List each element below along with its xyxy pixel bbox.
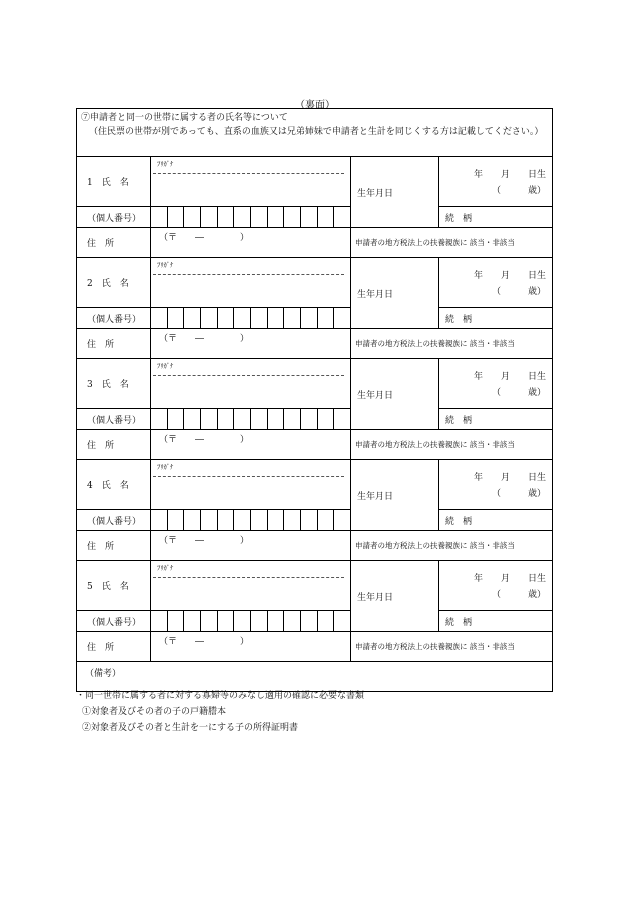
digit-box[interactable] xyxy=(300,510,317,530)
digit-box[interactable] xyxy=(250,409,267,429)
digit-box[interactable] xyxy=(283,510,300,530)
digit-box[interactable] xyxy=(200,308,217,328)
age-format: （ 歳） xyxy=(492,590,547,600)
notes-item: ②対象者及びその者と生計を一にする子の所得証明書 xyxy=(82,723,299,733)
address-field[interactable] xyxy=(151,228,351,258)
birth-date-field[interactable] xyxy=(439,258,553,308)
name-field[interactable] xyxy=(151,460,351,510)
age-format: （ 歳） xyxy=(492,388,547,398)
section-note: （住民票の世帯が別であっても、直系の血族又は兄弟姉妹で申請者と生計を同じくする方は記載してください。） xyxy=(89,127,544,137)
member-address-row xyxy=(77,430,553,460)
furigana-line xyxy=(153,577,344,578)
member-address-row xyxy=(77,632,553,662)
digit-box[interactable] xyxy=(200,409,217,429)
name-label: 1 氏 名 xyxy=(77,157,151,207)
age-format: （ 歳） xyxy=(492,489,547,499)
my-number-field[interactable] xyxy=(151,207,351,228)
digit-box[interactable] xyxy=(317,611,334,631)
digit-box[interactable] xyxy=(233,510,250,530)
birth-date-field[interactable] xyxy=(439,359,553,409)
name-field[interactable] xyxy=(151,258,351,308)
birth-date-field[interactable] xyxy=(439,157,553,207)
member-address-row xyxy=(77,531,553,561)
dependent-status[interactable]: 申請者の地方税法上の扶養親族に 該当・非該当 xyxy=(351,430,553,460)
birth-format: 年 月 日生 xyxy=(474,372,547,382)
intro-row xyxy=(77,109,553,157)
my-number-field[interactable] xyxy=(151,611,351,632)
digit-box[interactable] xyxy=(217,207,234,227)
birth-format: 年 月 日生 xyxy=(474,170,547,180)
required-documents-note xyxy=(76,688,364,736)
digit-box[interactable] xyxy=(183,611,200,631)
digit-box[interactable] xyxy=(151,409,167,429)
age-format: （ 歳） xyxy=(492,287,547,297)
my-number-label: （個人番号） xyxy=(77,409,151,430)
digit-box[interactable] xyxy=(333,308,350,328)
member-name-row xyxy=(77,561,553,611)
dependent-status[interactable]: 申請者の地方税法上の扶養親族に 該当・非該当 xyxy=(351,228,553,258)
digit-box[interactable] xyxy=(283,308,300,328)
furigana-line xyxy=(153,274,344,275)
postal-code-label: （〒 ― ） xyxy=(159,334,250,344)
member-name-row xyxy=(77,157,553,207)
relationship-label: 続 柄 xyxy=(439,611,553,632)
digit-box[interactable] xyxy=(151,510,167,530)
digit-box[interactable] xyxy=(183,409,200,429)
name-label: 5 氏 名 xyxy=(77,561,151,611)
digit-box[interactable] xyxy=(167,207,184,227)
furigana-label: ﾌﾘｶﾞﾅ xyxy=(157,362,174,370)
name-field[interactable] xyxy=(151,359,351,409)
address-label: 住 所 xyxy=(77,430,151,460)
address-label: 住 所 xyxy=(77,228,151,258)
postal-code-label: （〒 ― ） xyxy=(159,233,250,243)
my-number-field[interactable] xyxy=(151,510,351,531)
digit-box[interactable] xyxy=(151,207,167,227)
digit-box[interactable] xyxy=(167,510,184,530)
name-label: 4 氏 名 xyxy=(77,460,151,510)
age-format: （ 歳） xyxy=(492,186,547,196)
digit-box[interactable] xyxy=(250,611,267,631)
relationship-label: 続 柄 xyxy=(439,207,553,228)
birth-date-label: 生年月日 xyxy=(351,460,439,531)
digit-box[interactable] xyxy=(317,308,334,328)
digit-box[interactable] xyxy=(250,308,267,328)
digit-box[interactable] xyxy=(317,207,334,227)
digit-box[interactable] xyxy=(317,409,334,429)
birth-date-label: 生年月日 xyxy=(351,157,439,228)
my-number-label: （個人番号） xyxy=(77,611,151,632)
digit-box[interactable] xyxy=(151,308,167,328)
furigana-label: ﾌﾘｶﾞﾅ xyxy=(157,160,174,168)
digit-box[interactable] xyxy=(250,207,267,227)
digit-box[interactable] xyxy=(300,207,317,227)
member-address-row xyxy=(77,329,553,359)
digit-box[interactable] xyxy=(217,409,234,429)
name-label: 3 氏 名 xyxy=(77,359,151,409)
section-title: ⑦申請者と同一の世帯に属する者の氏名等について xyxy=(81,113,288,123)
my-number-label: （個人番号） xyxy=(77,510,151,531)
digit-box[interactable] xyxy=(333,510,350,530)
postal-code-label: （〒 ― ） xyxy=(159,637,250,647)
digit-box[interactable] xyxy=(183,510,200,530)
address-label: 住 所 xyxy=(77,632,151,662)
member-number-row xyxy=(77,308,553,329)
digit-box[interactable] xyxy=(167,409,184,429)
remarks-row xyxy=(77,662,553,692)
dependent-status[interactable]: 申請者の地方税法上の扶養親族に 該当・非該当 xyxy=(351,632,553,662)
digit-box[interactable] xyxy=(267,510,284,530)
digit-box[interactable] xyxy=(300,611,317,631)
digit-box[interactable] xyxy=(183,207,200,227)
intro-cell xyxy=(77,109,553,157)
furigana-line xyxy=(153,375,344,376)
birth-date-label: 生年月日 xyxy=(351,359,439,430)
postal-code-label: （〒 ― ） xyxy=(159,536,250,546)
postal-code-label: （〒 ― ） xyxy=(159,435,250,445)
member-name-row xyxy=(77,359,553,409)
digit-box[interactable] xyxy=(333,611,350,631)
digit-box[interactable] xyxy=(317,510,334,530)
my-number-label: （個人番号） xyxy=(77,308,151,329)
birth-date-field[interactable] xyxy=(439,460,553,510)
address-field[interactable] xyxy=(151,329,351,359)
digit-box[interactable] xyxy=(300,308,317,328)
notes-item: ①対象者及びその者の子の戸籍謄本 xyxy=(82,707,227,717)
remarks-label: （備考） xyxy=(85,669,122,679)
digit-box[interactable] xyxy=(200,207,217,227)
my-number-field[interactable] xyxy=(151,409,351,430)
relationship-label: 続 柄 xyxy=(439,308,553,329)
member-address-row xyxy=(77,228,553,258)
digit-box[interactable] xyxy=(217,510,234,530)
member-number-row xyxy=(77,207,553,228)
relationship-label: 続 柄 xyxy=(439,510,553,531)
digit-box[interactable] xyxy=(267,207,284,227)
furigana-label: ﾌﾘｶﾞﾅ xyxy=(157,463,174,471)
furigana-label: ﾌﾘｶﾞﾅ xyxy=(157,261,174,269)
digit-box[interactable] xyxy=(167,611,184,631)
digit-box[interactable] xyxy=(233,611,250,631)
digit-box[interactable] xyxy=(167,308,184,328)
digit-box[interactable] xyxy=(183,308,200,328)
digit-box[interactable] xyxy=(217,611,234,631)
birth-format: 年 月 日生 xyxy=(474,271,547,281)
birth-date-label: 生年月日 xyxy=(351,258,439,329)
notes-title: ・同一世帯に属する者に対する寡婦等のみなし適用の確認に必要な書類 xyxy=(76,691,365,701)
digit-box[interactable] xyxy=(283,611,300,631)
member-name-row xyxy=(77,258,553,308)
digit-box[interactable] xyxy=(333,207,350,227)
address-label: 住 所 xyxy=(77,329,151,359)
digit-box[interactable] xyxy=(283,409,300,429)
member-name-row xyxy=(77,460,553,510)
digit-box[interactable] xyxy=(333,409,350,429)
digit-box[interactable] xyxy=(250,510,267,530)
relationship-label: 続 柄 xyxy=(439,409,553,430)
digit-box[interactable] xyxy=(233,308,250,328)
digit-box[interactable] xyxy=(233,409,250,429)
address-label: 住 所 xyxy=(77,531,151,561)
furigana-line xyxy=(153,476,344,477)
digit-box[interactable] xyxy=(267,409,284,429)
furigana-line xyxy=(153,173,344,174)
digit-box[interactable] xyxy=(200,611,217,631)
dependent-status[interactable]: 申請者の地方税法上の扶養親族に 該当・非該当 xyxy=(351,531,553,561)
remarks-field[interactable] xyxy=(77,662,553,692)
name-field[interactable] xyxy=(151,561,351,611)
digit-box[interactable] xyxy=(217,308,234,328)
digit-box[interactable] xyxy=(300,409,317,429)
page-title: （裏面） xyxy=(295,100,335,111)
digit-box[interactable] xyxy=(267,611,284,631)
digit-box[interactable] xyxy=(151,611,167,631)
birth-format: 年 月 日生 xyxy=(474,574,547,584)
digit-box[interactable] xyxy=(200,510,217,530)
my-number-field[interactable] xyxy=(151,308,351,329)
furigana-label: ﾌﾘｶﾞﾅ xyxy=(157,564,174,572)
member-number-row xyxy=(77,409,553,430)
name-label: 2 氏 名 xyxy=(77,258,151,308)
member-number-row xyxy=(77,611,553,632)
member-number-row xyxy=(77,510,553,531)
address-field[interactable] xyxy=(151,430,351,460)
digit-box[interactable] xyxy=(267,308,284,328)
digit-box[interactable] xyxy=(283,207,300,227)
dependent-status[interactable]: 申請者の地方税法上の扶養親族に 該当・非該当 xyxy=(351,329,553,359)
address-field[interactable] xyxy=(151,632,351,662)
household-members-form xyxy=(76,108,553,692)
my-number-label: （個人番号） xyxy=(77,207,151,228)
birth-date-label: 生年月日 xyxy=(351,561,439,632)
address-field[interactable] xyxy=(151,531,351,561)
birth-format: 年 月 日生 xyxy=(474,473,547,483)
name-field[interactable] xyxy=(151,157,351,207)
digit-box[interactable] xyxy=(233,207,250,227)
birth-date-field[interactable] xyxy=(439,561,553,611)
